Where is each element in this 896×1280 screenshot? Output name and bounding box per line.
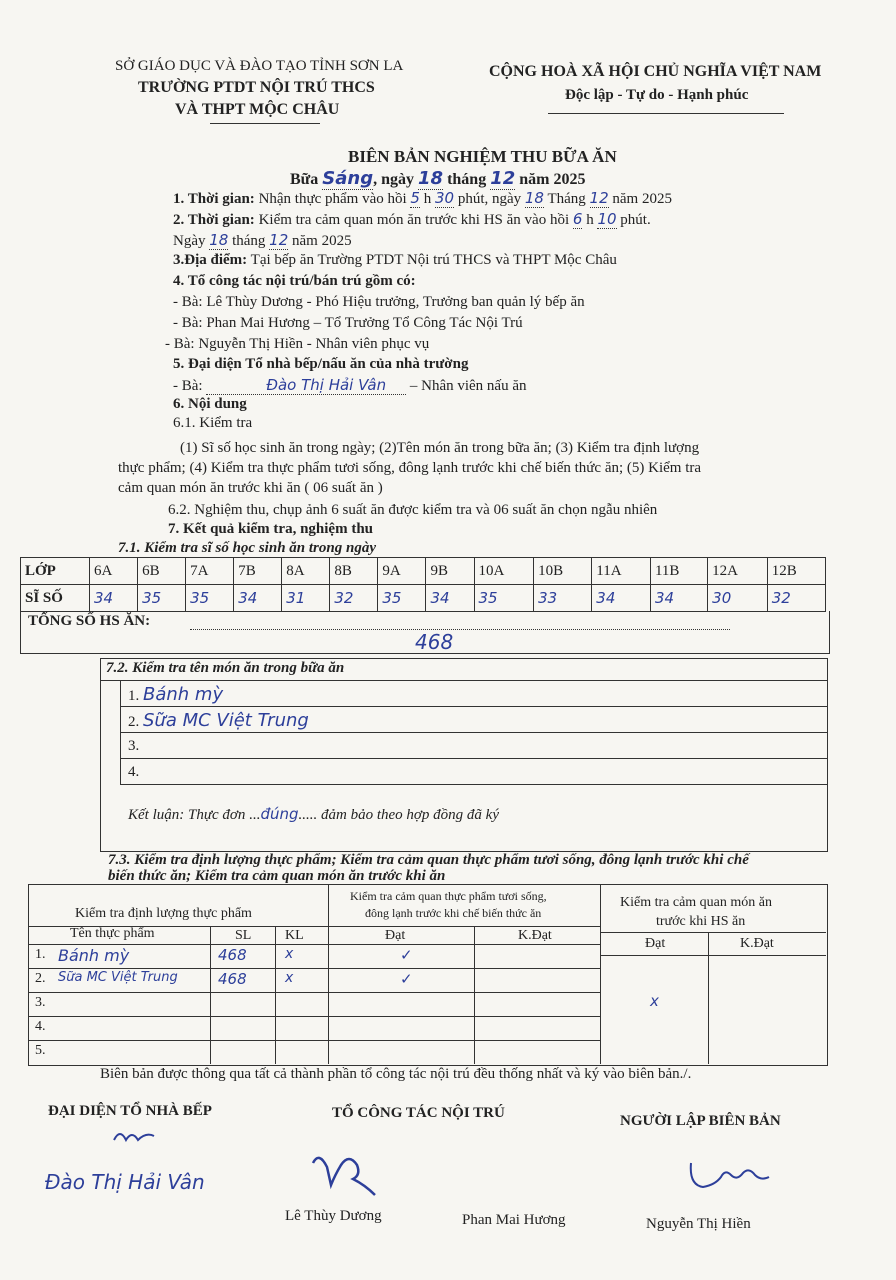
class-row-label: LỚP <box>21 558 90 585</box>
class-cell: 10A <box>474 558 534 585</box>
table-hline <box>600 932 826 933</box>
team-title: TỔ CÔNG TÁC NỘI TRÚ <box>332 1105 505 1121</box>
class-cell: 6A <box>90 558 138 585</box>
header-fail-2: K.Đạt <box>740 936 774 951</box>
menu-item: 1. Bánh mỳ <box>128 684 224 705</box>
count-cell: 34 <box>650 585 707 612</box>
count-cell: 30 <box>708 585 768 612</box>
row-num: 5. <box>35 1043 46 1058</box>
class-cell: 8B <box>330 558 378 585</box>
meal-value: Sáng <box>322 168 374 189</box>
section-6-1: 6.1. Kiểm tra <box>173 415 253 431</box>
header-pass: Đạt <box>385 928 406 943</box>
row-food: Bánh mỳ <box>58 946 130 965</box>
member-2: - Bà: Phan Mai Hương – Tổ Trưởng Tổ Công Tác Nội Trú <box>173 315 523 331</box>
class-cell: 7B <box>234 558 282 585</box>
count-row <box>21 585 826 612</box>
cook-name: Đào Thị Hải Vân <box>206 376 406 395</box>
table-vline <box>210 926 211 1064</box>
class-row <box>21 558 826 585</box>
total-dotline <box>190 613 730 630</box>
author-title: NGƯỜI LẬP BIÊN BẢN <box>620 1113 781 1129</box>
count-cell: 33 <box>534 585 592 612</box>
section-2-date: Ngày 18 tháng 12 năm 2025 <box>173 231 352 249</box>
header-sl: SL <box>235 928 252 943</box>
menu-line <box>120 784 827 785</box>
menu-line <box>120 732 827 733</box>
section-6-para-2: thực phẩm; (4) Kiểm tra thực phẩm tươi sống, đông lạnh trước khi chế biến thức ăn; (5) Kiểm tra <box>118 460 702 476</box>
count-cell: 35 <box>474 585 534 612</box>
meal-day: 18 <box>418 168 444 189</box>
total-label: TỔNG SỐ HS ĂN: <box>28 613 151 629</box>
table-hline <box>28 944 600 945</box>
team-name-2: Phan Mai Hương <box>462 1212 566 1228</box>
row-kl: x <box>285 946 294 962</box>
class-cell: 9A <box>378 558 426 585</box>
class-cell: 11A <box>592 558 651 585</box>
menu-line <box>120 758 827 759</box>
col-group-fresh-2: đông lạnh trước khi chế biến thức ăn <box>365 906 542 920</box>
class-cell: 12A <box>708 558 768 585</box>
kitchen-rep-title: ĐẠI DIỆN TỔ NHÀ BẾP <box>48 1103 212 1119</box>
row-sl: 468 <box>218 970 247 988</box>
school-name-2: VÀ THPT MỘC CHÂU <box>175 101 340 118</box>
header-fail: K.Đạt <box>518 928 552 943</box>
class-cell: 6B <box>138 558 186 585</box>
section-7-2-title: 7.2. Kiểm tra tên món ăn trong bữa ăn <box>106 660 345 676</box>
count-cell: 35 <box>186 585 234 612</box>
table-vline <box>708 932 709 1064</box>
menu-conclusion: Kết luận: Thực đơn ...đúng..... đảm bảo theo hợp đồng đã ký <box>128 805 499 823</box>
section-6-para-3: cảm quan món ăn trước khi ăn ( 06 suất ăn ) <box>118 480 383 496</box>
class-cell: 7A <box>186 558 234 585</box>
section-7-3-title-2: biến thức ăn; Kiểm tra cảm quan món ăn trước khi ăn <box>108 868 446 884</box>
section-2: 2. Thời gian: Kiểm tra cảm quan món ăn trước khi HS ăn vào hồi 6 h 10 phút. <box>173 210 651 228</box>
section-6-2: 6.2. Nghiệm thu, chụp ảnh 6 suất ăn được kiểm tra và 06 suất ăn chọn ngẫu nhiên <box>168 502 658 518</box>
header-kl: KL <box>285 928 304 943</box>
col-group-fresh-1: Kiểm tra cảm quan thực phẩm tươi sống, <box>350 889 547 903</box>
count-cell: 34 <box>234 585 282 612</box>
count-cell: 31 <box>282 585 330 612</box>
country-name: CỘNG HOÀ XÃ HỘI CHỦ NGHĨA VIỆT NAM <box>489 63 822 80</box>
sensory-mark: x <box>650 992 659 1010</box>
row-num: 4. <box>35 1019 46 1034</box>
principal-signature <box>305 1145 385 1205</box>
count-cell: 32 <box>330 585 378 612</box>
class-count-table <box>20 557 826 612</box>
author-signature <box>685 1155 775 1200</box>
class-cell: 10B <box>534 558 592 585</box>
section-4-title: 4. Tổ công tác nội trú/bán trú gồm có: <box>173 273 416 289</box>
section-6-para-1: (1) Sĩ số học sinh ăn trong ngày; (2)Tên món ăn trong bữa ăn; (3) Kiểm tra định lượng <box>180 440 700 456</box>
count-cell: 34 <box>592 585 651 612</box>
row-num: 1. <box>35 947 46 962</box>
section-5-title: 5. Đại diện Tổ nhà bếp/nấu ăn của nhà trường <box>173 356 469 372</box>
motto: Độc lập - Tự do - Hạnh phúc <box>565 87 749 103</box>
row-pass: ✓ <box>400 970 413 988</box>
menu-item: 3. <box>128 738 140 754</box>
menu-line <box>120 706 827 707</box>
class-cell: 11B <box>650 558 707 585</box>
section-6-title: 6. Nội dung <box>173 396 247 412</box>
table-hline <box>28 968 600 969</box>
count-cell: 34 <box>426 585 474 612</box>
row-pass: ✓ <box>400 946 413 964</box>
section-7-1-title: 7.1. Kiểm tra sĩ số học sinh ăn trong ngày <box>118 540 376 556</box>
member-1: - Bà: Lê Thùy Dương - Phó Hiệu trưởng, Trưởng ban quản lý bếp ăn <box>173 294 585 310</box>
meal-month: 12 <box>490 168 516 189</box>
col-group-sensory-2: trước khi HS ăn <box>656 914 746 929</box>
header-pass-2: Đạt <box>645 936 666 951</box>
menu-line <box>100 680 827 681</box>
row-food: Sữa MC Việt Trung <box>58 970 178 985</box>
count-cell: 35 <box>378 585 426 612</box>
table-hline <box>28 1016 600 1017</box>
section-5-line: - Bà: Đào Thị Hải Vân – Nhân viên nấu ăn <box>173 376 527 394</box>
row-num: 2. <box>35 971 46 986</box>
meal-line: Bữa Sáng, ngày 18 tháng 12 năm 2025 <box>290 168 586 189</box>
table-hline <box>600 955 826 956</box>
author-name: Nguyễn Thị Hiền <box>646 1216 751 1232</box>
table-vline <box>474 926 475 1064</box>
menu-item: 4. <box>128 764 140 780</box>
row-num: 3. <box>35 995 46 1010</box>
dept-name: SỞ GIÁO DỤC VÀ ĐÀO TẠO TỈNH SƠN LA <box>115 58 404 74</box>
table-vline <box>328 884 329 1064</box>
class-cell: 8A <box>282 558 330 585</box>
kitchen-signature-mark <box>110 1122 170 1152</box>
class-cell: 12B <box>767 558 825 585</box>
section-3: 3.Địa điểm: Tại bếp ăn Trường PTDT Nội trú THCS và THPT Mộc Châu <box>173 252 617 268</box>
team-name-1: Lê Thùy Dương <box>285 1208 382 1224</box>
menu-vline <box>120 680 121 784</box>
table-hline <box>28 992 600 993</box>
class-cell: 9B <box>426 558 474 585</box>
header-food-name: Tên thực phẩm <box>70 926 155 941</box>
school-name-1: TRƯỜNG PTDT NỘI TRÚ THCS <box>138 79 375 96</box>
table-hline <box>28 1040 600 1041</box>
col-group-quantity: Kiểm tra định lượng thực phẩm <box>75 906 252 921</box>
count-cell: 35 <box>138 585 186 612</box>
kitchen-rep-name: Đào Thị Hải Vân <box>45 1170 205 1194</box>
header-underline-left <box>210 123 320 124</box>
row-kl: x <box>285 970 294 986</box>
table-vline <box>600 884 601 1064</box>
section-7-3-title-1: 7.3. Kiểm tra định lượng thực phẩm; Kiểm tra cảm quan thực phẩm tươi sống, đông lạnh trước khi chế <box>108 852 749 868</box>
table-vline <box>275 926 276 1064</box>
row-sl: 468 <box>218 946 247 964</box>
count-row-label: SĨ SỐ <box>21 585 90 612</box>
closing-text: Biên bản được thông qua tất cả thành phần tổ công tác nội trú đều thống nhất và ký vào biên bản./. <box>100 1066 692 1082</box>
menu-item: 2. Sữa MC Việt Trung <box>128 710 309 731</box>
count-cell: 32 <box>767 585 825 612</box>
header-underline-right <box>548 113 784 114</box>
member-3: - Bà: Nguyễn Thị Hiền - Nhân viên phục vụ <box>165 336 430 352</box>
total-value: 468 <box>415 630 454 654</box>
col-group-sensory-1: Kiểm tra cảm quan món ăn <box>620 895 773 910</box>
section-7-title: 7. Kết quả kiểm tra, nghiệm thu <box>168 521 374 537</box>
count-cell: 34 <box>90 585 138 612</box>
section-1: 1. Thời gian: Nhận thực phẩm vào hồi 5 h 30 phút, ngày 18 Tháng 12 năm 2025 <box>173 189 672 207</box>
page-title: BIÊN BẢN NGHIỆM THU BỮA ĂN <box>348 147 617 166</box>
